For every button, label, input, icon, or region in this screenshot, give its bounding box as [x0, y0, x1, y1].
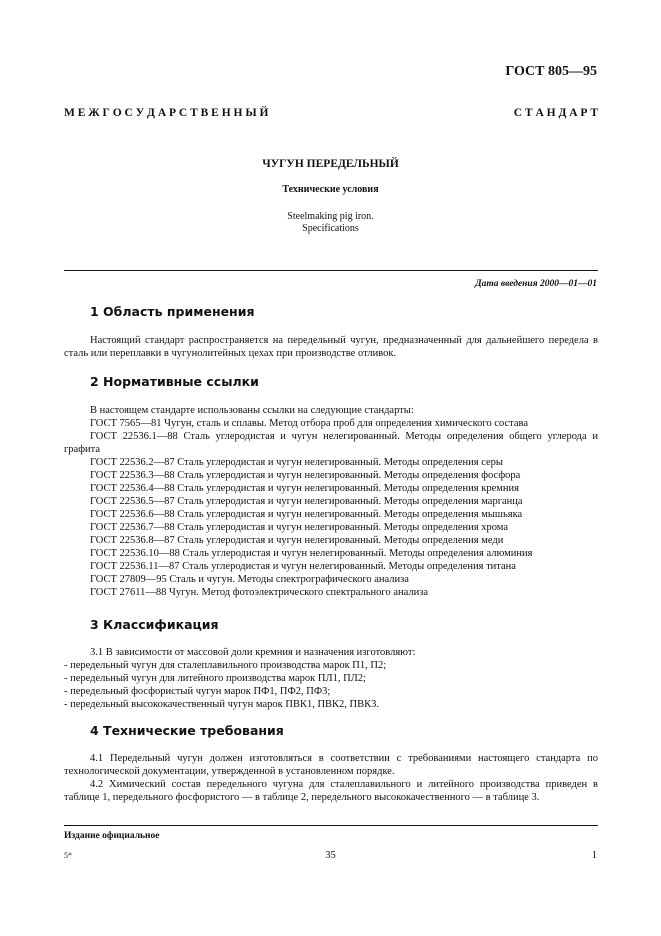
document-code: ГОСТ 805—95	[505, 64, 597, 79]
reference-item: ГОСТ 22536.5—87 Сталь углеродистая и чугун нелегированный. Методы определения марганца	[90, 496, 523, 507]
section-4-heading: 4 Технические требования	[90, 723, 284, 738]
clause-4-1: 4.1 Передельный чугун должен изготовляться в соответствии с требованиями настоящего стандарта по технологической документации, утвержденной в установленном порядке.	[64, 753, 598, 777]
section-1-paragraph: Настоящий стандарт распространяется на передельный чугун, предназначенный для дальнейшего передела в сталь или переплавки в чугунолитейных цехах при производстве отливок.	[64, 335, 598, 359]
reference-item: ГОСТ 22536.2—87 Сталь углеродистая и чугун нелегированный. Методы определения серы	[90, 457, 503, 468]
reference-item: ГОСТ 22536.7—88 Сталь углеродистая и чугун нелегированный. Методы определения хрома	[90, 522, 508, 533]
document-subtitle: Технические условия	[282, 184, 379, 195]
section-1-body	[64, 334, 598, 360]
edition-note: Издание официальное	[64, 831, 160, 841]
english-title-line: Steelmaking pig iron.	[287, 211, 374, 222]
banner-part-2: С Т А Н Д А Р Т	[513, 107, 598, 119]
classification-item: - передельный чугун для литейного производства марок ПЛ1, ПЛ2;	[64, 673, 366, 684]
english-subtitle-line: Specifications	[302, 223, 359, 234]
reference-item: ГОСТ 22536.8—87 Сталь углеродистая и чугун нелегированный. Методы определения меди	[90, 535, 504, 546]
clause-4-2: 4.2 Химический состав передельного чугуна для сталеплавильного и литейного производства приведен в таблице 1, передельного фосфористого — в таблице 2, передельного высококачественного — в таблице 3.	[64, 779, 598, 803]
section-2-body	[64, 404, 598, 599]
reference-item: ГОСТ 22536.6—88 Сталь углеродистая и чугун нелегированный. Методы определения мышьяка	[90, 509, 523, 520]
effective-date: Дата введения 2000—01—01	[475, 279, 597, 289]
section-4-body	[64, 752, 598, 804]
standard-banner	[64, 107, 598, 119]
classification-item: - передельный чугун для сталеплавильного производства марок П1, П2;	[64, 660, 387, 671]
classification-item: - передельный фосфористый чугун марок ПФ1, ПФ2, ПФ3;	[64, 686, 331, 697]
reference-item: ГОСТ 22536.11—87 Сталь углеродистая и чугун нелегированный. Методы определения титана	[90, 561, 516, 572]
footer-rule	[64, 825, 598, 826]
banner-part-1: М Е Ж Г О С У Д А Р С Т В Е Н Н Ы Й	[64, 107, 269, 119]
reference-item: ГОСТ 27611—88 Чугун. Метод фотоэлектрического спектрального анализа	[90, 587, 429, 598]
header-rule	[64, 270, 598, 271]
reference-item: ГОСТ 22536.3—88 Сталь углеродистая и чугун нелегированный. Методы определения фосфора	[90, 470, 521, 481]
reference-item: ГОСТ 27809—95 Сталь и чугун. Методы спектрографического анализа	[90, 574, 409, 585]
reference-item: ГОСТ 22536.4—88 Сталь углеродистая и чугун нелегированный. Методы определения кремния	[90, 483, 519, 494]
document-title: ЧУГУН ПЕРЕДЕЛЬНЫЙ	[262, 158, 399, 170]
sheet-mark: 5*	[64, 851, 72, 860]
section-2-heading: 2 Нормативные ссылки	[90, 374, 259, 389]
section-1-heading: 1 Область применения	[90, 304, 255, 319]
reference-item: ГОСТ 22536.1—88 Сталь углеродистая и чугун нелегированный. Методы определения общего углерода и графита	[64, 431, 598, 455]
sheet-number: 1	[591, 850, 597, 861]
page-number: 35	[325, 850, 336, 861]
section-3-heading: 3 Классификация	[90, 617, 219, 632]
section-3-body	[64, 646, 598, 711]
reference-item: ГОСТ 7565—81 Чугун, сталь и сплавы. Метод отбора проб для определения химического состава	[90, 418, 528, 429]
classification-item: - передельный высококачественный чугун марок ПВК1, ПВК2, ПВК3.	[64, 699, 380, 710]
section-2-intro: В настоящем стандарте использованы ссылки на следующие стандарты:	[90, 405, 414, 416]
section-3-intro: 3.1 В зависимости от массовой доли кремния и назначения изготовляют:	[90, 647, 416, 658]
reference-item: ГОСТ 22536.10—88 Сталь углеродистая и чугун нелегированный. Методы определения алюминия	[90, 548, 533, 559]
english-title	[0, 211, 661, 235]
